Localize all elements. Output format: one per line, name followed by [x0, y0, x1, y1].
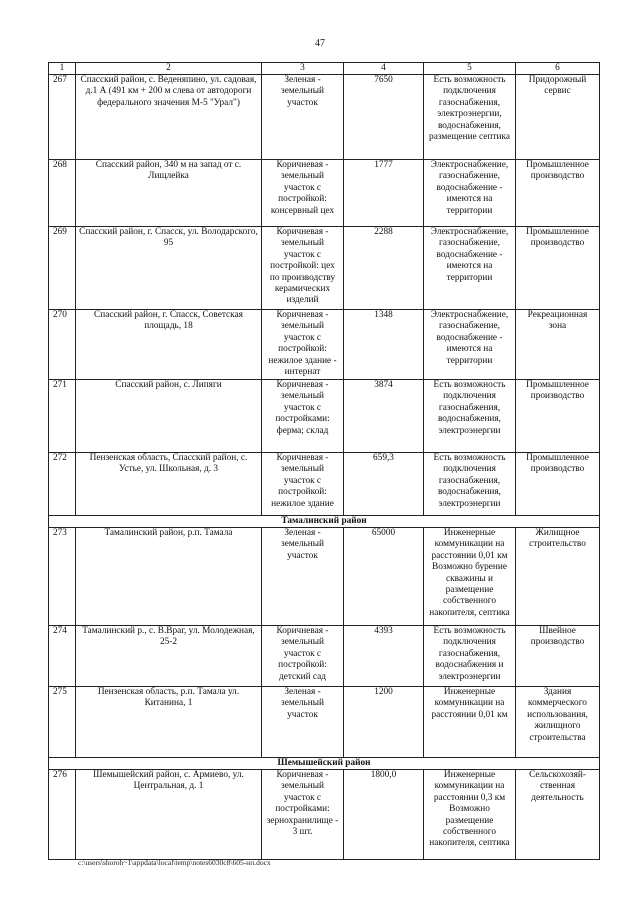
address-cell: Спасский район, 340 м на запад от с. Лищлейка [76, 160, 262, 227]
purpose-cell: Рекреационная зона [516, 310, 600, 380]
address-cell: Спасский район, с. Липяги [76, 380, 262, 453]
utilities-cell: Электроснабжение, газоснабжение, водоснабжение - имеются на территории [424, 227, 516, 310]
address-cell: Спасский район, с. Веденяпино, ул. садовая, д.1 А (491 км + 200 м слева от автодороги федерального значения М-5 "Урал") [76, 75, 262, 160]
land-category-cell: Коричневая - земельный участок с постройкой: нежилое здание - интернат [262, 310, 344, 380]
purpose-cell: Промышленное производство [516, 453, 600, 516]
address-cell: Тамалинский р., с. В.Враг, ул. Молодежная, 25-2 [76, 626, 262, 687]
area-cell: 2288 [344, 227, 424, 310]
purpose-cell: Промышленное производство [516, 160, 600, 227]
land-category-cell: Коричневая - земельный участок с постройкой: детский сад [262, 626, 344, 687]
row-number: 276 [49, 770, 76, 860]
table-row [49, 310, 600, 380]
district-title: Тамалинский район [49, 516, 600, 528]
land-category-cell: Коричневая - земельный участок с постройкой: цех по производству керамических изделий [262, 227, 344, 310]
row-number: 270 [49, 310, 76, 380]
column-header: 1 [49, 63, 76, 75]
row-number: 273 [49, 528, 76, 626]
table-row [49, 626, 600, 687]
land-category-cell: Коричневая - земельный участок с постройками: ферма; склад [262, 380, 344, 453]
purpose-cell: Сельскохозяй-ственная деятельность [516, 770, 600, 860]
area-cell: 7650 [344, 75, 424, 160]
table-row [49, 528, 600, 626]
table-row [49, 687, 600, 758]
address-cell: Спасский район, г. Спасск, ул. Володарского, 95 [76, 227, 262, 310]
land-category-cell: Зеленая - земельный участок [262, 687, 344, 758]
land-category-cell: Коричневая - земельный участок с постройками: зернохранилище - 3 шт. [262, 770, 344, 860]
column-header: 5 [424, 63, 516, 75]
area-cell: 1200 [344, 687, 424, 758]
table-row [49, 453, 600, 516]
table-row [49, 160, 600, 227]
row-number: 275 [49, 687, 76, 758]
file-path-footer: c:\users\shoroh~1\appdata\local\temp\notes6030c8\605-нп.docx [78, 858, 271, 867]
area-cell: 1348 [344, 310, 424, 380]
row-number: 274 [49, 626, 76, 687]
land-category-cell: Зеленая - земельный участок [262, 528, 344, 626]
address-cell: Пензенская область, р.п. Тамала ул. Китанина, 1 [76, 687, 262, 758]
address-cell: Спасский район, г. Спасск, Советская площадь, 18 [76, 310, 262, 380]
purpose-cell: Промышленное производство [516, 227, 600, 310]
utilities-cell: Электроснабжение, газоснабжение, водоснабжение - имеются на территории [424, 310, 516, 380]
utilities-cell: Есть возможность подключения газоснабжения, водоснабжения и электроэнергии [424, 626, 516, 687]
row-number: 268 [49, 160, 76, 227]
district-title: Шемышейский район [49, 758, 600, 770]
row-number: 272 [49, 453, 76, 516]
address-cell: Тамалинский район, р.п. Тамала [76, 528, 262, 626]
area-cell: 65000 [344, 528, 424, 626]
page-number: 47 [315, 38, 325, 49]
district-section-row [49, 758, 600, 770]
table-row [49, 75, 600, 160]
address-cell: Пензенская область, Спасский район, с. Устье, ул. Школьная, д. 3 [76, 453, 262, 516]
utilities-cell: Инженерные коммуникации на расстоянии 0,3 км Возможно размещение собственного накопителя, септика [424, 770, 516, 860]
row-number: 267 [49, 75, 76, 160]
area-cell: 3874 [344, 380, 424, 453]
utilities-cell: Есть возможность подключения газоснабжения, водоснабжения, электроэнергии [424, 453, 516, 516]
row-number: 271 [49, 380, 76, 453]
row-number: 269 [49, 227, 76, 310]
purpose-cell: Жилищное строительство [516, 528, 600, 626]
purpose-cell: Здания коммерческого использования, жилищного строительства [516, 687, 600, 758]
land-category-cell: Коричневая - земельный участок с постройкой: консервный цех [262, 160, 344, 227]
area-cell: 1777 [344, 160, 424, 227]
district-section-row [49, 516, 600, 528]
purpose-cell: Промышленное производство [516, 380, 600, 453]
column-header: 4 [344, 63, 424, 75]
utilities-cell: Электроснабжение, газоснабжение, водоснабжение - имеются на территории [424, 160, 516, 227]
table-row [49, 380, 600, 453]
area-cell: 659,3 [344, 453, 424, 516]
header-row [49, 63, 600, 75]
column-header: 6 [516, 63, 600, 75]
purpose-cell: Швейное производство [516, 626, 600, 687]
table-row [49, 770, 600, 860]
address-cell: Шемышейский район, с. Армиево, ул. Центральная, д. 1 [76, 770, 262, 860]
utilities-cell: Инженерные коммуникации на расстоянии 0,01 км [424, 687, 516, 758]
purpose-cell: Придорожный сервис [516, 75, 600, 160]
utilities-cell: Есть возможность подключения газоснабжения, электроэнергии, водоснабжения, размещение септика [424, 75, 516, 160]
land-category-cell: Зеленая - земельный участок [262, 75, 344, 160]
land-category-cell: Коричневая - земельный участок с постройкой: нежилое здание [262, 453, 344, 516]
utilities-cell: Инженерные коммуникации на расстоянии 0,01 км Возможно бурение скважины и размещение собственного накопителя, септика [424, 528, 516, 626]
table-row [49, 227, 600, 310]
utilities-cell: Есть возможность подключения газоснабжения, водоснабжения, электроэнергии [424, 380, 516, 453]
column-header: 2 [76, 63, 262, 75]
column-header: 3 [262, 63, 344, 75]
area-cell: 4393 [344, 626, 424, 687]
area-cell: 1800,0 [344, 770, 424, 860]
land-plots-table [48, 62, 600, 860]
